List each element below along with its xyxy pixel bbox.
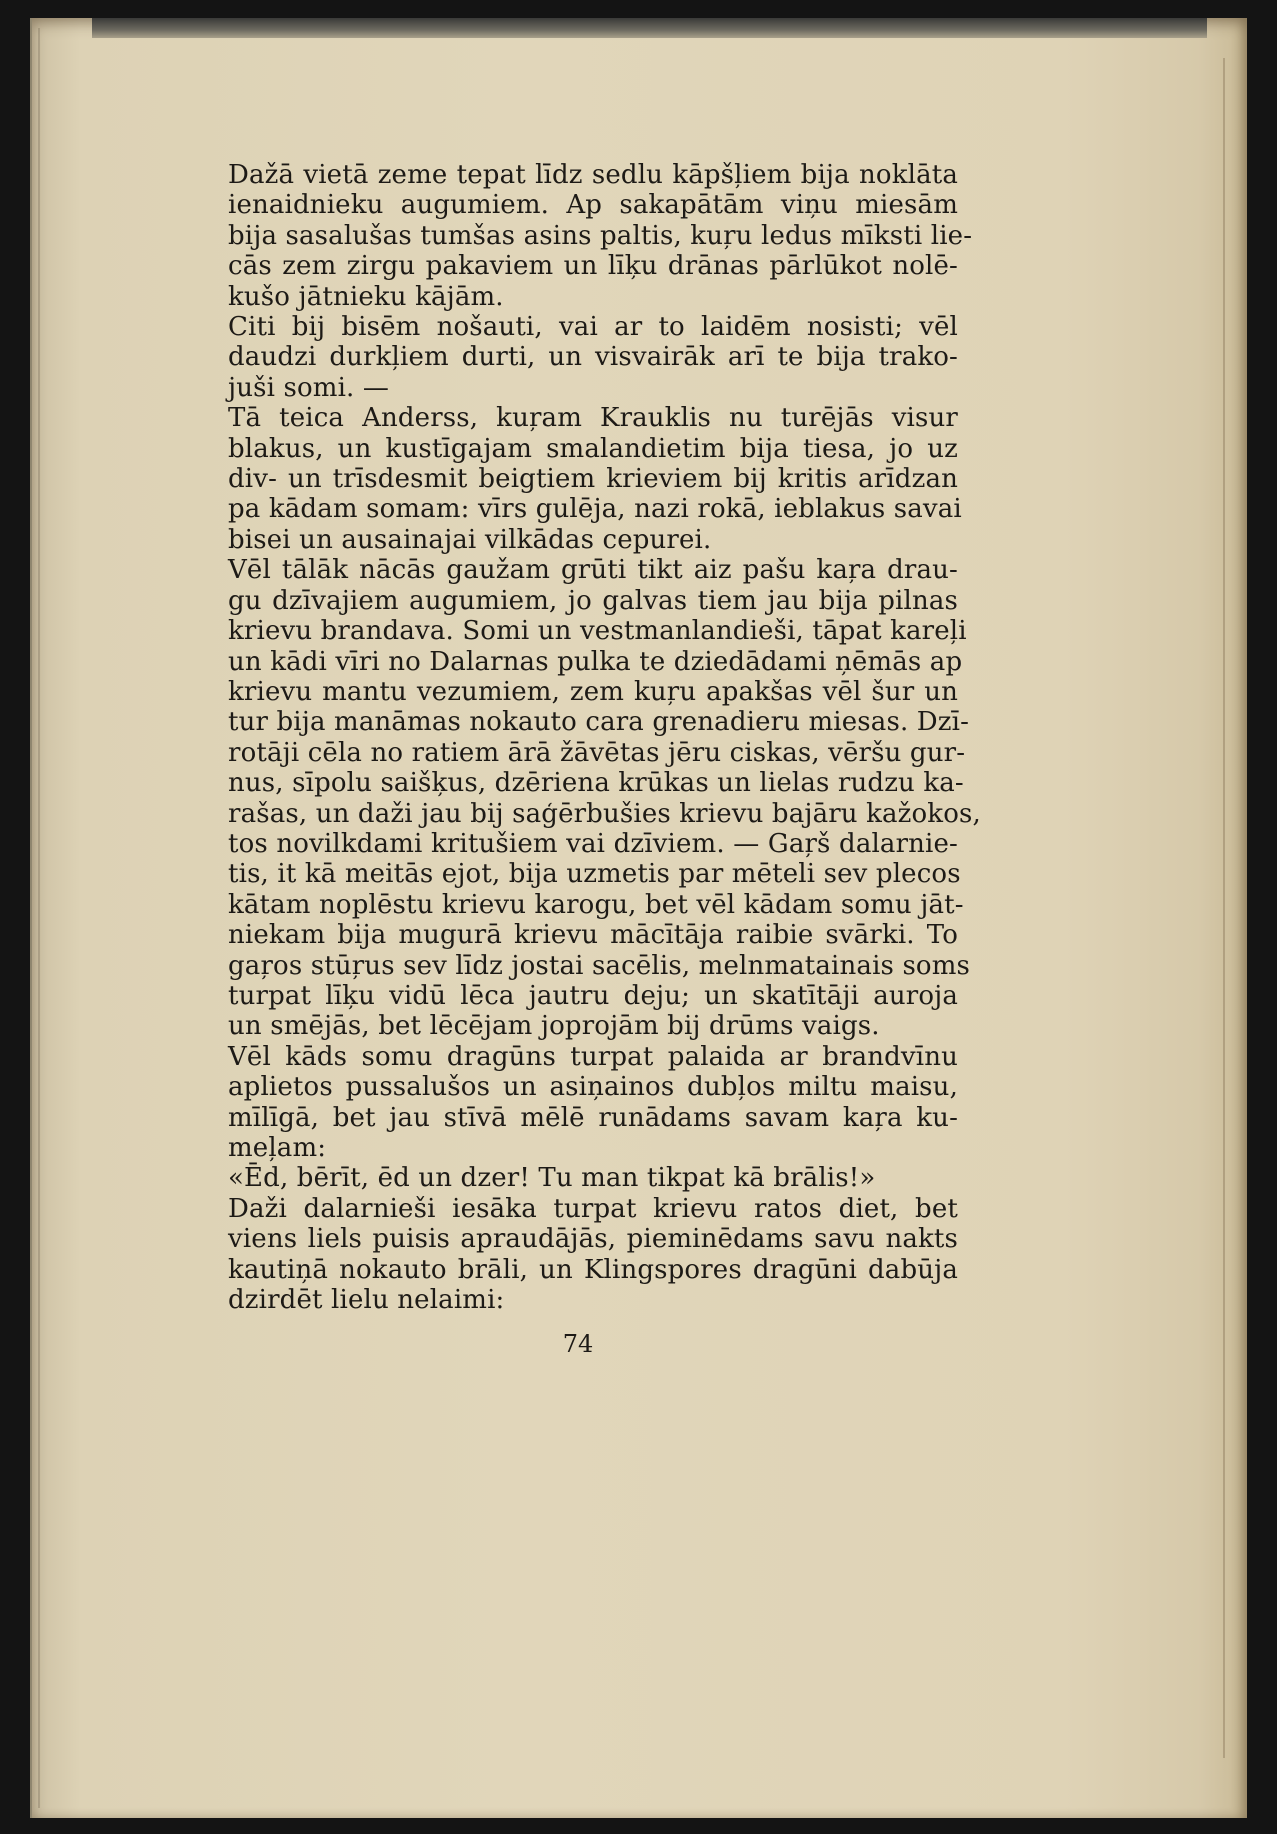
text-line: viens liels puisis apraudājās, pieminēdams savu nakts xyxy=(228,1224,958,1255)
text-line: krievu mantu vezumiem, zem kuŗu apakšas vēl šur un xyxy=(228,676,958,707)
text-line: kātam noplēstu krievu karogu, bet vēl kādam somu jāt- xyxy=(228,889,964,920)
text-line: Vēl tālāk nācās gaužam grūti tikt aiz pašu kaŗa drau- xyxy=(228,555,958,586)
text-line: tos novilkdami kritušiem vai dzīviem. — Gaŗš dalarnie- xyxy=(228,828,958,859)
text-line: tis, it kā meitās ejot, bija uzmetis par mēteli sev plecos xyxy=(228,859,961,890)
text-line: Dažā vietā zeme tepat līdz sedlu kāpšļiem bija noklāta xyxy=(228,160,958,190)
text-line: niekam bija mugurā krievu mācītāja raibie svārki. To xyxy=(228,920,958,951)
text-line: rotāji cēla no ratiem ārā žāvētas jēru ciskas, vēršu gur- xyxy=(228,737,966,768)
text-line: rašas, un daži jau bij saģērbušies krievu bajāru kažokos, xyxy=(228,798,981,829)
text-line: juši somi. — xyxy=(228,372,390,403)
text-line: aplietos pussalušos un asiņainos dubļos miltu maisu, xyxy=(228,1072,958,1103)
text-line: kautiņā nokauto brāli, un Klingspores dragūni dabūja xyxy=(228,1254,958,1285)
text-line: Citi bij bisēm nošauti, vai ar to laidēm nosisti; vēl xyxy=(228,312,958,343)
text-line: un smējās, bet lēcējam joprojām bij drūms vaigs. xyxy=(228,1011,880,1042)
text-line: blakus, un kustīgajam smalandietim bija tiesa, jo uz xyxy=(228,433,958,464)
text-line: daudzi durkļiem durti, un visvairāk arī te bija trako- xyxy=(228,342,958,373)
text-line: cās zem zirgu pakaviem un līķu drānas pārlūkot nolē- xyxy=(228,251,958,282)
text-line: bisei un ausainajai vilkādas cepurei. xyxy=(228,524,712,555)
text-line: mīlīgā, bet jau stīvā mēlē runādams savam kaŗa ku- xyxy=(228,1102,958,1133)
text-line: meļam: xyxy=(228,1133,327,1163)
text-line: krievu brandava. Somi un vestmanlandieši, tāpat kareļi xyxy=(228,616,967,647)
page-number: 74 xyxy=(562,1330,594,1358)
text-line: Vēl kāds somu dragūns turpat palaida ar brandvīnu xyxy=(228,1041,958,1072)
text-line: gu dzīvajiem augumiem, jo galvas tiem jau bija pilnas xyxy=(228,585,958,616)
text-line: Daži dalarnieši iesāka turpat krievu ratos diet, bet xyxy=(228,1193,958,1224)
text-line: pa kādam somam: vīrs gulēja, nazi rokā, ieblakus savai xyxy=(228,494,962,525)
text-line: Tā teica Anderss, kuŗam Krauklis nu turējās visur xyxy=(228,403,958,434)
text-line: «Ēd, bērīt, ēd un dzer! Tu man tikpat kā brālis!» xyxy=(228,1163,876,1194)
text-line: bija sasalušas tumšas asins paltis, kuŗu ledus mīksti lie- xyxy=(228,220,973,251)
text-line: div- un trīsdesmit beigtiem krieviem bij kritis arīdzan xyxy=(228,464,958,495)
text-line: un kādi vīri no Dalarnas pulka te dziedādami ņēmās ap xyxy=(228,646,963,677)
text-line: gaŗos stūŗus sev līdz jostai sacēlis, melnmatainais soms xyxy=(228,950,971,981)
body-text xyxy=(228,160,981,1316)
text-line: turpat līķu vidū lēca jautru deju; un skatītāji auroja xyxy=(228,980,958,1011)
text-line: dzirdēt lielu nelaimi: xyxy=(228,1285,505,1316)
page-top-edge xyxy=(92,18,1207,38)
text-line: nus, sīpolu saišķus, dzēriena krūkas un lielas rudzu ka- xyxy=(228,768,964,799)
text-line: ienaidnieku augumiem. Ap sakapātām viņu miesām xyxy=(228,190,958,221)
text-line: kušo jātnieku kājām. xyxy=(228,281,504,312)
text-line: tur bija manāmas nokauto cara grenadieru miesas. Dzī- xyxy=(228,707,970,738)
